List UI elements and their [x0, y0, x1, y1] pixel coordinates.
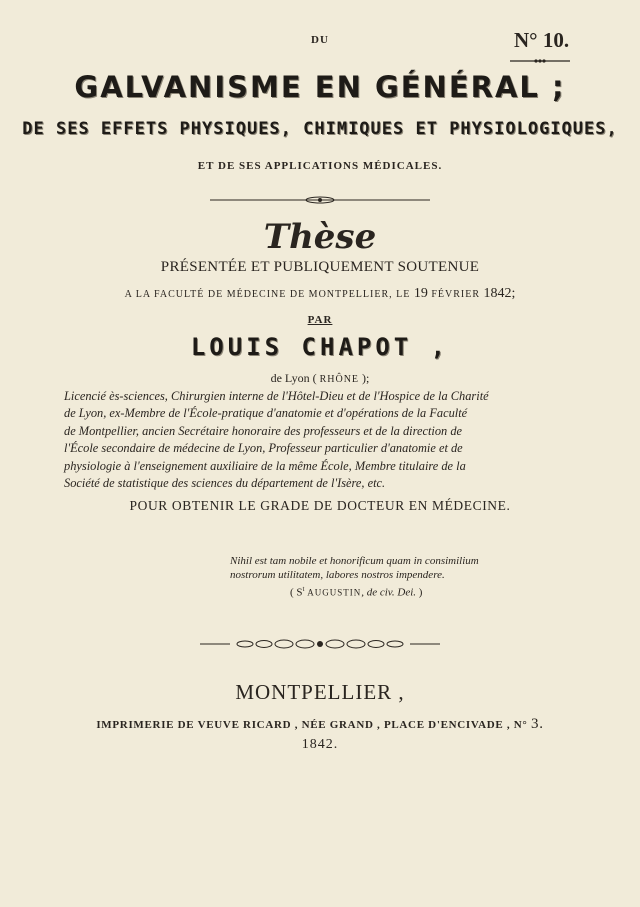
printer-number: 3. — [531, 716, 544, 732]
origin-suffix: ); — [362, 371, 370, 385]
par-label: PAR — [307, 314, 333, 326]
main-title: GALVANISME EN GÉNÉRAL ; — [74, 70, 566, 104]
epigraph-line-2: nostrorum utilitatem, labores nostros impendere. — [230, 569, 445, 581]
origin-prefix: de Lyon ( — [270, 371, 317, 385]
attr-close: ) — [418, 586, 423, 599]
attr-name: AUGUSTIN — [307, 587, 362, 598]
defense-year: 1842; — [483, 286, 516, 301]
ornament-divider-bottom — [200, 637, 440, 651]
attr-work: , de civ. Dei. — [361, 586, 417, 599]
faculty-prefix: A LA FACULTÉ DE MÉDECINE DE MONTPELLIER, LE — [124, 289, 411, 300]
credentials-line: Licencié ès-sciences, Chirurgien interne de l'Hôtel-Dieu et de l'Hospice de la Charité — [64, 389, 489, 403]
imprint-city: MONTPELLIER , — [235, 680, 405, 704]
epigraph-line-1: Nihil est tam nobile et honorificum quam in consimilium — [230, 555, 479, 567]
preposition-du: DU — [311, 34, 329, 46]
credentials-line: de Lyon, ex-Membre de l'École-pratique d'anatomie et d'opérations de la Faculté — [64, 406, 468, 421]
credentials-line: l'École secondaire de médecine de Lyon, Professeur particulier d'anatomie et de — [64, 441, 463, 456]
author-credentials — [64, 388, 576, 492]
number-ornament-rule — [510, 59, 570, 63]
author-origin — [0, 371, 640, 386]
these-heading: Thèse — [263, 217, 377, 257]
defense-day: 19 — [413, 286, 428, 301]
credentials-line: de Montpellier, ancien Secrétaire honoraire des professeurs et de la direction de — [64, 423, 463, 438]
faculty-date-line — [0, 286, 640, 302]
thesis-number: N° 10. — [514, 28, 570, 52]
imprint-year: 1842. — [301, 737, 339, 752]
subtitle-applications: ET DE SES APPLICATIONS MÉDICALES. — [197, 160, 443, 172]
credentials-line: Société de statistique des sciences du département de l'Isère, etc. — [64, 476, 386, 491]
printer-line — [0, 716, 640, 733]
attr-sup: t — [302, 585, 305, 593]
attr-open: ( S — [290, 586, 303, 599]
origin-region: RHÔNE — [319, 374, 360, 385]
epigraph-attribution — [230, 582, 590, 600]
degree-purpose: POUR OBTENIR LE GRADE DE DOCTEUR EN MÉDECINE. — [129, 498, 511, 513]
presented-line: PRÉSENTÉE ET PUBLIQUEMENT SOUTENUE — [160, 259, 480, 275]
ornament-divider-top — [200, 195, 440, 205]
credentials-line: physiologie à l'enseignement auxiliaire de la même École, Membre titulaire de la — [64, 458, 466, 473]
subtitle: DE SES EFFETS PHYSIQUES, CHIMIQUES ET PHYSIOLOGIQUES, — [22, 119, 618, 139]
latin-epigraph — [230, 554, 590, 600]
defense-month: FÉVRIER — [431, 289, 481, 300]
author-name: LOUIS CHAPOT , — [190, 333, 450, 361]
printer-name: IMPRIMERIE DE VEUVE RICARD , NÉE GRAND , PLACE D'ENCIVADE , N° — [96, 719, 528, 731]
